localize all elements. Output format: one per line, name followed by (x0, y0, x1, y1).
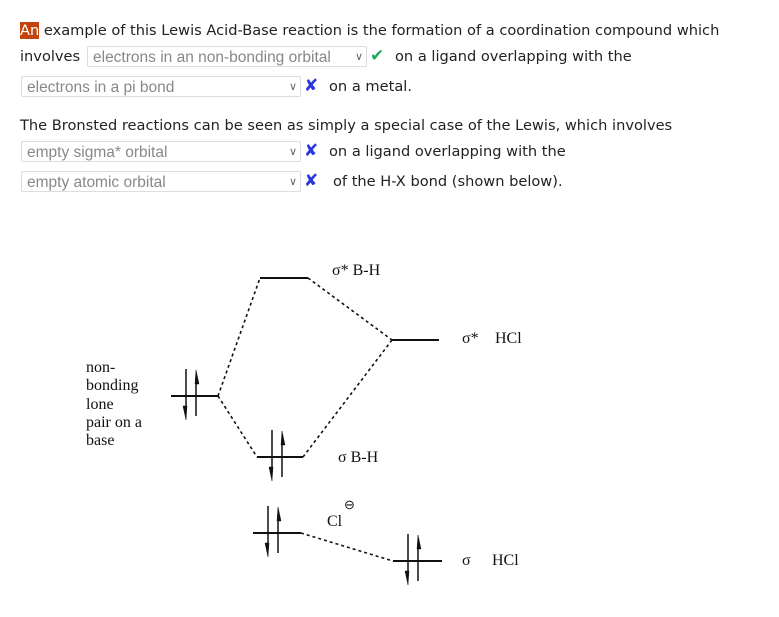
highlighted-word: An (20, 22, 40, 39)
sigma-star-bh-label: σ* B-H (332, 262, 381, 279)
dashed-correlation-lines (218, 278, 393, 561)
select-value: electrons in an non-bonding orbital (93, 49, 331, 66)
chevron-down-icon: ∨ (288, 81, 297, 93)
select-value: empty sigma* orbital (27, 144, 168, 161)
text: on a ligand overlapping with the (395, 48, 632, 65)
spin-up-arrow-icon (277, 507, 281, 521)
spin-up-arrow-icon (195, 370, 199, 384)
text: of the H-X bond (shown below). (333, 173, 563, 190)
cross-icon: ✘ (304, 171, 319, 191)
dash-line (308, 278, 392, 340)
lone-pair-label-1: non- (86, 359, 116, 376)
dash-line (301, 533, 393, 561)
cross-icon: ✘ (304, 141, 319, 161)
spin-down-arrow-icon (183, 406, 187, 420)
spin-down-arrow-icon (265, 543, 269, 557)
text: on a metal. (329, 78, 412, 95)
cross-icon: ✘ (304, 76, 319, 96)
negative-charge-icon: ⊖ (344, 497, 355, 512)
lone-pair-label-5: base (86, 432, 115, 449)
cl-label: Cl (327, 513, 343, 530)
select-value: electrons in a pi bond (27, 79, 175, 96)
chevron-down-icon: ∨ (288, 146, 297, 158)
dash-line (303, 340, 392, 457)
sigma-hcl-symbol: σ (462, 552, 471, 569)
text: on a ligand overlapping with the (329, 143, 566, 160)
sigma-hcl-label: HCl (492, 552, 519, 569)
chevron-down-icon: ∨ (354, 51, 363, 63)
dash-line (218, 278, 260, 396)
lone-pair-label-4: pair on a (86, 414, 142, 431)
paragraph2-line1: The Bronsted reactions can be seen as simply a special case of the Lewis, which involves (20, 117, 673, 134)
spin-down-arrow-icon (405, 571, 409, 585)
text: example of this Lewis Acid-Base reaction is the formation of a coordination compound which (39, 22, 720, 39)
spin-up-arrow-icon (417, 535, 421, 549)
chevron-down-icon: ∨ (288, 176, 297, 188)
sigma-star-hcl-symbol: σ* (462, 330, 479, 347)
lone-pair-label-3: lone (86, 396, 114, 413)
spin-down-arrow-icon (269, 467, 273, 481)
sigma-star-hcl-label: HCl (495, 330, 522, 347)
spin-up-arrow-icon (281, 431, 285, 445)
involves-label: involves (20, 48, 81, 65)
sigma-bh-label: σ B-H (338, 449, 379, 466)
dash-line (218, 396, 257, 457)
check-icon: ✔ (370, 46, 385, 66)
lone-pair-label-2: bonding (86, 377, 139, 394)
select-value: empty atomic orbital (27, 174, 166, 191)
